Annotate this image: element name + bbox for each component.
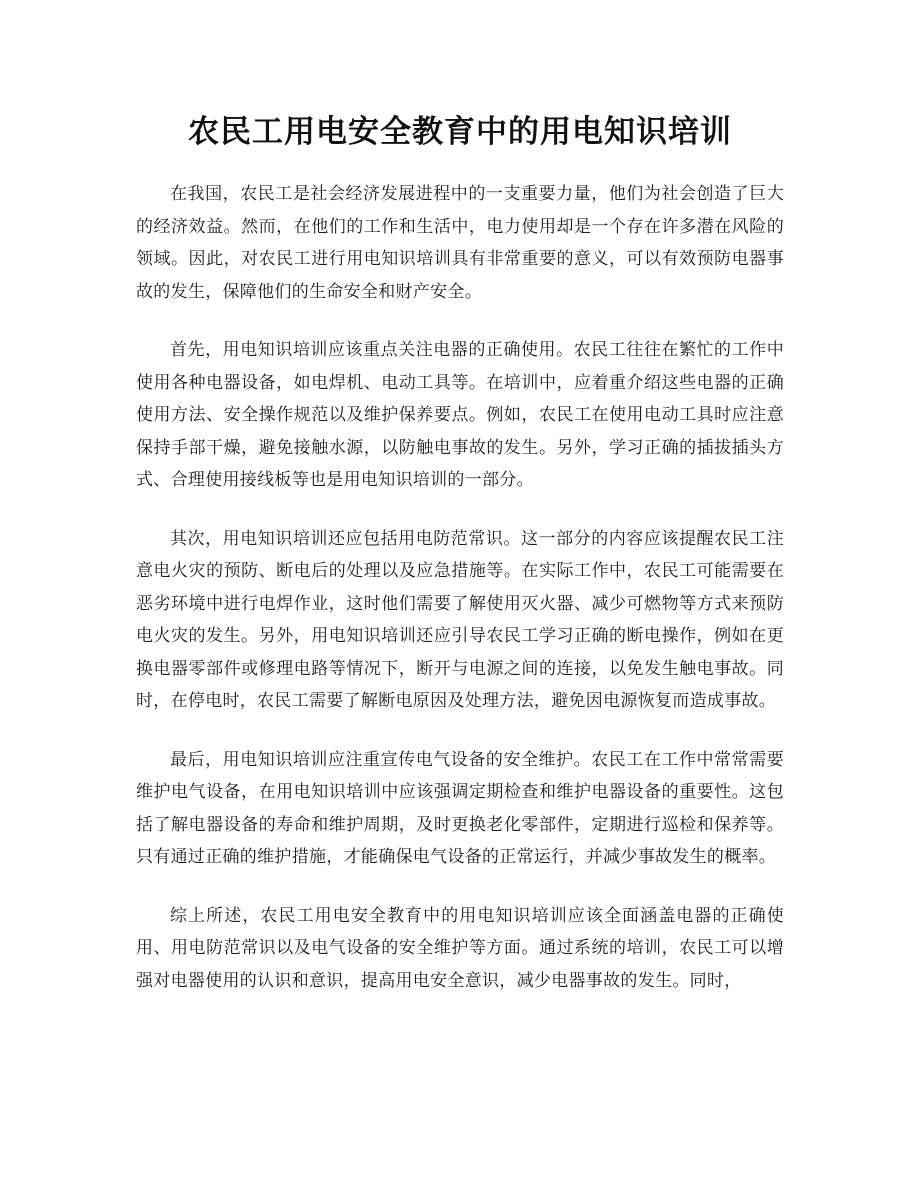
paragraph-intro: 在我国，农民工是社会经济发展进程中的一支重要力量，他们为社会创造了巨大的经济效益。然而，在他们的工作和生活中，电力使用却是一个存在许多潜在风险的领域。因此，对农民工进行用电知识培训具有非常重要的意义，可以有效预防电器事故的发生，保障他们的生命安全和财产安全。	[136, 184, 784, 302]
document-title: 农民工用电安全教育中的用电知识培训	[188, 114, 732, 150]
document-body	[136, 178, 784, 1023]
paragraph-maintenance: 最后，用电知识培训应注重宣传电气设备的安全维护。农民工在工作中常常需要维护电气设备，在用电知识培训中应该强调定期检查和维护电器设备的重要性。这包括了解电器设备的寿命和维护周期，及时更换老化零部件，定期进行巡检和保养等。只有通过正确的维护措施，才能确保电气设备的正常运行，并减少事故发生的概率。	[136, 749, 784, 867]
paragraph-correct-usage: 首先，用电知识培训应该重点关注电器的正确使用。农民工往往在繁忙的工作中使用各种电器设备，如电焊机、电动工具等。在培训中，应着重介绍这些电器的正确使用方法、安全操作规范以及维护保养要点。例如，农民工在使用电动工具时应注意保持手部干燥，避免接触水源，以防触电事故的发生。另外，学习正确的插拔插头方式、合理使用接线板等也是用电知识培训的一部分。	[136, 340, 784, 490]
paragraph-summary: 综上所述，农民工用电安全教育中的用电知识培训应该全面涵盖电器的正确使用、用电防范常识以及电气设备的安全维护等方面。通过系统的培训，农民工可以增强对电器使用的认识和意识，提高用电安全意识，减少电器事故的发生。同时，	[136, 905, 784, 991]
paragraph-prevention: 其次，用电知识培训还应包括用电防范常识。这一部分的内容应该提醒农民工注意电火灾的预防、断电后的处理以及应急措施等。在实际工作中，农民工可能需要在恶劣环境中进行电焊作业，这时他们需要了解使用灭火器、减少可燃物等方式来预防电火灾的发生。另外，用电知识培训还应引导农民工学习正确的断电操作，例如在更换电器零部件或修理电路等情况下，断开与电源之间的连接，以免发生触电事故。同时，在停电时，农民工需要了解断电原因及处理方法，避免因电源恢复而造成事故。	[136, 528, 784, 711]
